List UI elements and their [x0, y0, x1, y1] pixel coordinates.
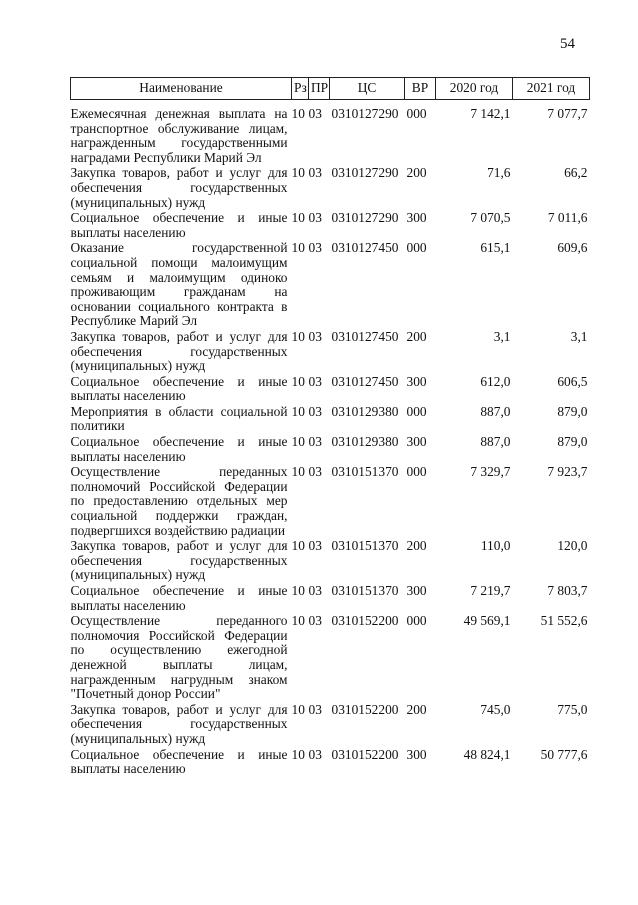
table-row — [71, 329, 590, 374]
row-vr: 000 — [406, 403, 427, 419]
row-value-2020: 7 142,1 — [470, 106, 511, 121]
row-pr: 03 — [308, 106, 322, 121]
row-value-2021: 7 803,7 — [547, 583, 588, 598]
header-rz: Рз — [292, 78, 309, 100]
row-name: Закупка товаров, работ и услуг для обеспечения государственных (муниципальных) нужд — [70, 328, 288, 374]
row-vr: 000 — [406, 613, 427, 629]
budget-table — [70, 77, 590, 777]
row-pr: 03 — [308, 240, 322, 256]
table-header-row — [71, 78, 590, 100]
row-name: Социальное обеспечение и иные выплаты населению — [70, 210, 288, 240]
header-name: Наименование — [71, 78, 292, 100]
row-vr: 200 — [406, 328, 427, 344]
row-vr: 300 — [406, 210, 427, 226]
row-cs: 0310151370 — [331, 538, 399, 554]
row-rz: 10 — [291, 403, 305, 419]
row-value-2020: 887,0 — [480, 434, 511, 450]
row-name: Социальное обеспечение и иные выплаты населению — [70, 434, 288, 464]
row-value-2020: 49 569,1 — [463, 613, 511, 629]
row-vr: 300 — [406, 746, 427, 762]
row-value-2020: 48 824,1 — [463, 746, 511, 762]
row-pr: 03 — [308, 403, 322, 419]
row-pr: 03 — [308, 746, 322, 762]
table-row — [71, 210, 590, 240]
page-number: 54 — [560, 36, 575, 52]
row-vr: 000 — [406, 106, 427, 121]
row-name: Осуществление переданного полномочия Российской Федерации по осуществлению ежегодной денежной выплаты лицам, награжденным нагрудным знаком "Почетный донор России" — [70, 613, 288, 702]
row-name: Закупка товаров, работ и услуг для обеспечения государственных (муниципальных) нужд — [70, 165, 288, 210]
row-pr: 03 — [308, 538, 322, 554]
row-value-2020: 7 329,7 — [470, 464, 511, 480]
row-pr: 03 — [308, 328, 322, 344]
row-cs: 0310129380 — [331, 403, 399, 419]
row-rz: 10 — [291, 328, 305, 344]
row-cs: 0310127290 — [331, 165, 399, 181]
table-row — [71, 106, 590, 165]
row-cs: 0310127450 — [331, 328, 399, 344]
row-rz: 10 — [291, 165, 305, 181]
row-value-2021: 879,0 — [557, 403, 588, 419]
row-cs: 0310152200 — [331, 701, 399, 717]
row-value-2021: 879,0 — [557, 434, 588, 450]
row-rz: 10 — [291, 210, 305, 226]
row-name: Мероприятия в области социальной политики — [70, 403, 288, 434]
table-row — [71, 165, 590, 210]
row-name: Ежемесячная денежная выплата на транспортное обслуживание лицам, награжденным государственными наградами Республики Марий Эл — [70, 106, 288, 165]
row-value-2021: 7 011,6 — [547, 210, 588, 226]
header-pr: ПР — [309, 78, 330, 100]
row-pr: 03 — [308, 165, 322, 181]
row-cs: 0310127290 — [331, 210, 399, 226]
row-value-2020: 7 070,5 — [470, 210, 511, 226]
row-vr: 300 — [406, 434, 427, 450]
row-value-2020: 887,0 — [480, 403, 511, 419]
header-cs: ЦС — [330, 78, 405, 100]
row-name: Закупка товаров, работ и услуг для обеспечения государственных (муниципальных) нужд — [70, 701, 288, 746]
row-value-2020: 7 219,7 — [470, 583, 511, 598]
row-vr: 200 — [406, 165, 427, 181]
row-cs: 0310151370 — [331, 583, 399, 598]
table-row — [71, 613, 590, 702]
row-rz: 10 — [291, 583, 305, 598]
row-pr: 03 — [308, 434, 322, 450]
row-vr: 000 — [406, 464, 427, 480]
row-value-2020: 745,0 — [480, 701, 511, 717]
table-row — [71, 464, 590, 538]
row-vr: 300 — [406, 583, 427, 598]
row-cs: 0310129380 — [331, 434, 399, 450]
row-value-2021: 609,6 — [557, 240, 588, 256]
row-name: Социальное обеспечение и иные выплаты населению — [70, 583, 288, 613]
row-pr: 03 — [308, 701, 322, 717]
row-value-2021: 606,5 — [557, 373, 588, 389]
row-cs: 0310127450 — [331, 240, 399, 256]
row-name: Социальное обеспечение и иные выплаты населению — [70, 373, 288, 404]
row-vr: 200 — [406, 701, 427, 717]
row-rz: 10 — [291, 434, 305, 450]
header-2020: 2020 год — [436, 78, 513, 100]
table-row — [71, 747, 590, 777]
row-vr: 000 — [406, 240, 427, 256]
row-name: Закупка товаров, работ и услуг для обеспечения государственных (муниципальных) нужд — [70, 538, 288, 583]
row-cs: 0310127290 — [331, 106, 399, 121]
row-value-2020: 3,1 — [493, 328, 511, 344]
row-value-2021: 7 077,7 — [547, 106, 588, 121]
row-pr: 03 — [308, 464, 322, 480]
row-rz: 10 — [291, 373, 305, 389]
row-value-2020: 71,6 — [487, 165, 511, 181]
row-cs: 0310127450 — [331, 373, 399, 389]
table-body — [71, 100, 590, 777]
table-row — [71, 702, 590, 747]
row-value-2020: 612,0 — [480, 373, 511, 389]
row-value-2021: 120,0 — [557, 538, 588, 554]
row-rz: 10 — [291, 538, 305, 554]
row-value-2021: 775,0 — [557, 701, 588, 717]
table-row — [71, 583, 590, 613]
row-rz: 10 — [291, 701, 305, 717]
row-value-2020: 110,0 — [480, 538, 511, 554]
header-vr: ВР — [405, 78, 436, 100]
row-value-2020: 615,1 — [480, 240, 511, 256]
row-rz: 10 — [291, 240, 305, 256]
row-rz: 10 — [291, 613, 305, 629]
row-name: Осуществление переданных полномочий Российской Федерации по предоставлению отдельных мер социальной поддержки граждан, подвергшихся воздействию радиации — [70, 464, 288, 538]
row-value-2021: 7 923,7 — [547, 464, 588, 480]
table-row — [71, 404, 590, 434]
header-2021: 2021 год — [513, 78, 590, 100]
row-pr: 03 — [308, 613, 322, 629]
row-value-2021: 66,2 — [564, 165, 588, 181]
row-rz: 10 — [291, 746, 305, 762]
row-cs: 0310152200 — [331, 613, 399, 629]
row-vr: 200 — [406, 538, 427, 554]
table-row — [71, 434, 590, 464]
row-rz: 10 — [291, 464, 305, 480]
row-vr: 300 — [406, 373, 427, 389]
row-value-2021: 51 552,6 — [540, 613, 588, 629]
row-rz: 10 — [291, 106, 305, 121]
row-cs: 0310151370 — [331, 464, 399, 480]
row-pr: 03 — [308, 583, 322, 598]
row-value-2021: 3,1 — [570, 328, 588, 344]
table-row — [71, 240, 590, 329]
row-value-2021: 50 777,6 — [540, 746, 588, 762]
row-pr: 03 — [308, 210, 322, 226]
row-name: Оказание государственной социальной помощи малоимущим семьям и малоимущим одиноко проживающим гражданам на основании социального контракта в Республике Марий Эл — [70, 240, 288, 329]
table-row — [71, 374, 590, 404]
row-cs: 0310152200 — [331, 746, 399, 762]
row-name: Социальное обеспечение и иные выплаты населению — [70, 746, 288, 777]
table-row — [71, 538, 590, 583]
row-pr: 03 — [308, 373, 322, 389]
